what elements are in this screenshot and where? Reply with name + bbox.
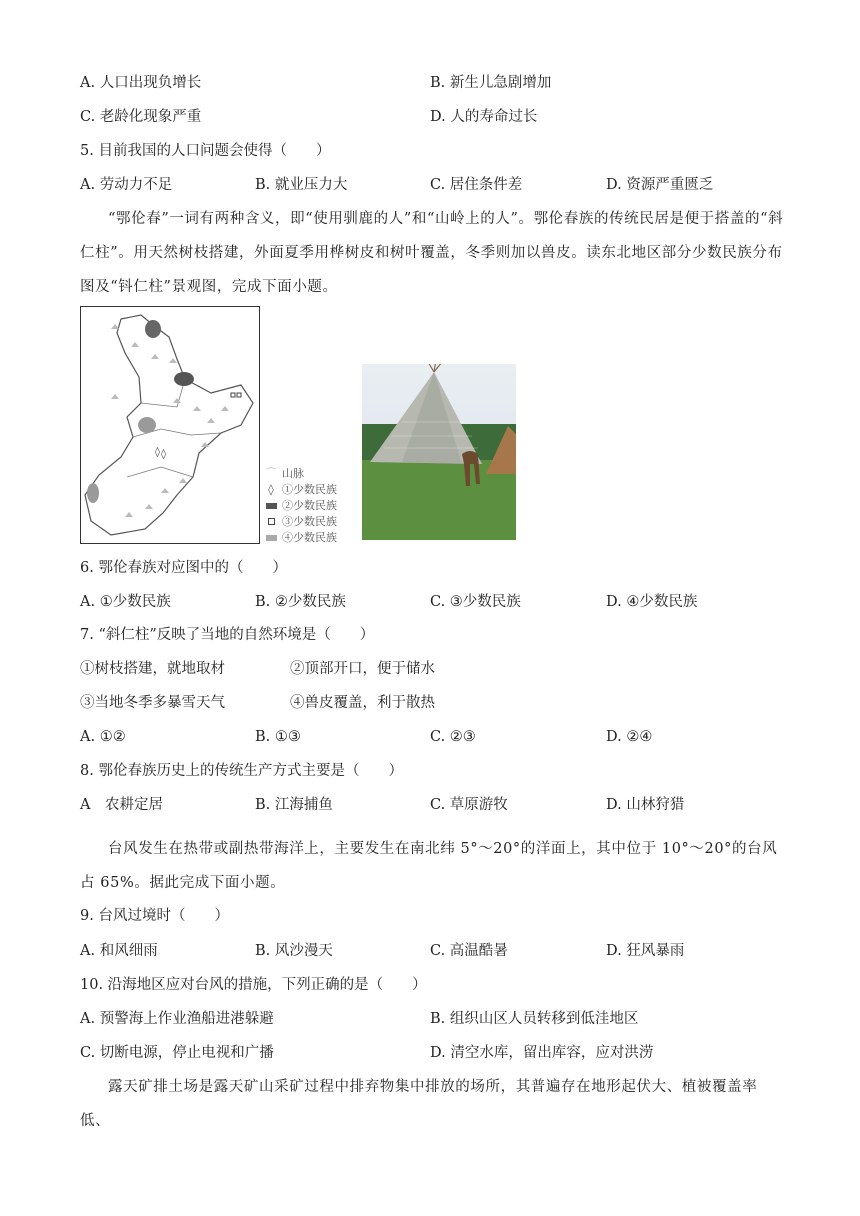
legend-ethnic-2: ②少数民族 [282,499,337,512]
q8-option-b: B. 江海捕鱼 [255,797,333,813]
q6-option-b: B. ②少数民族 [255,594,346,610]
svg-text:◊: ◊ [161,449,166,460]
q5-option-b: B. 就业压力大 [255,177,348,193]
passage-typhoon: 台风发生在热带或副热带海洋上，主要发生在南北纬 5°～20°的洋面上，其中位于 10°～20°的台风占 65%。据此完成下面小题。 [80,841,778,891]
q5-option-d: D. 资源严重匮乏 [606,177,714,193]
q7-option-b: B. ①③ [255,729,301,745]
region-2-central [174,372,194,386]
ethnic-distribution-map [80,306,260,544]
region-4-east [138,417,156,433]
q4-option-c: C. 老龄化现象严重 [80,109,202,125]
mountain-legend-icon: ⌒ [265,467,277,480]
q10-option-c: C. 切断电源，停止电视和广播 [80,1045,274,1061]
q8-stem: 8. 鄂伦春族历史上的传统生产方式主要是（ ） [80,763,403,779]
q4-option-b: B. 新生儿急剧增加 [430,75,552,91]
q7-statement-1: ①树枝搭建，就地取材 [80,661,225,677]
map-legend [264,466,337,546]
legend-ethnic-4: ④少数民族 [282,531,337,544]
q7-stem: 7. “斜仁柱”反映了当地的自然环境是（ ） [80,627,375,643]
q6-stem: 6. 鄂伦春族对应图中的（ ） [80,560,287,576]
passage-oroqen: “鄂伦春”一词有两种含义，即“使用驯鹿的人”和“山岭上的人”。鄂伦春族的传统民居是便于搭盖的“斜仁柱”。用天然树枝搭建，外面夏季用桦树皮和树叶覆盖，冬季则加以兽皮。读东北地区部分少数民族分布图及“钭仁柱”景观图，完成下面小题。 [80,211,784,295]
q6-option-c: C. ③少数民族 [430,594,521,610]
region-4-west [87,483,99,503]
q7-statement-4: ④兽皮覆盖，利于散热 [290,695,435,711]
q4-option-a: A. 人口出现负增长 [80,75,202,91]
legend-mountain: 山脉 [282,467,304,480]
q9-option-c: C. 高温酷暑 [430,943,508,959]
q8-option-d: D. 山林狩猎 [606,797,685,813]
q6-option-a: A. ①少数民族 [80,594,171,610]
region-2-north [145,320,161,338]
q8-option-c: C. 草原游牧 [430,797,508,813]
q6-option-d: D. ④少数民族 [606,594,698,610]
square-legend-icon [264,514,278,530]
q7-option-a: A. ①② [80,729,126,745]
q5-stem: 5. 目前我国的人口问题会使得（ ） [80,143,331,159]
diamond-legend-icon: ◊ [268,483,274,496]
q7-option-c: C. ②③ [430,729,476,745]
q10-option-d: D. 清空水库，留出库容，应对洪涝 [430,1045,654,1061]
q10-option-b: B. 组织山区人员转移到低洼地区 [430,1011,639,1027]
q7-option-d: D. ②④ [606,729,653,745]
q7-statement-2: ②顶部开口，便于储水 [290,661,435,677]
svg-text:◊: ◊ [155,447,160,458]
q5-option-c: C. 居住条件差 [430,177,523,193]
q10-option-a: A. 预警海上作业渔船进港躲避 [80,1011,274,1027]
q8-option-a: A 农耕定居 [80,797,163,813]
q4-option-d: D. 人的寿命过长 [430,109,538,125]
dark-block-legend-icon [264,498,278,514]
legend-ethnic-1: ①少数民族 [282,483,337,496]
xierenzhu-photo [362,364,516,540]
q9-option-a: A. 和风细雨 [80,943,158,959]
q7-statement-3: ③当地冬季多暴雪天气 [80,695,225,711]
legend-ethnic-3: ③少数民族 [282,515,337,528]
light-block-legend-icon [264,530,278,546]
passage-mine-dump: 露天矿排土场是露天矿山采矿过程中排弃物集中排放的场所，其普遍存在地形起伏大、植被覆盖率低、 [80,1079,758,1129]
q9-option-b: B. 风沙漫天 [255,943,333,959]
q9-stem: 9. 台风过境时（ ） [80,908,229,924]
q10-stem: 10. 沿海地区应对台风的措施，下列正确的是（ ） [80,977,427,993]
q9-option-d: D. 狂风暴雨 [606,943,685,959]
q5-option-a: A. 劳动力不足 [80,177,173,193]
